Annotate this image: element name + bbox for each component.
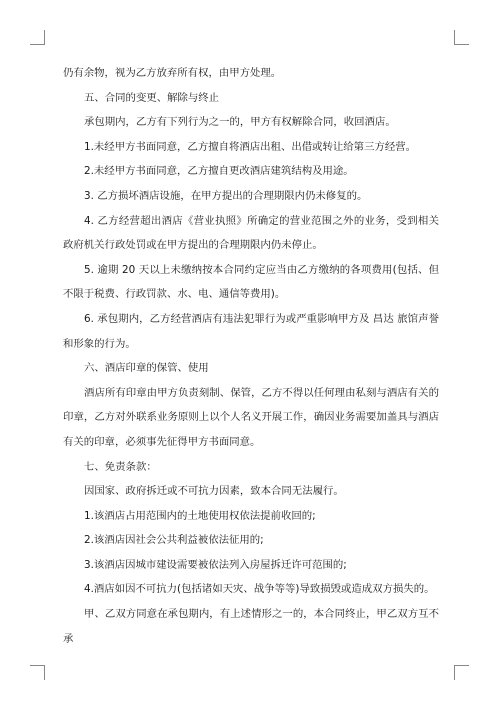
paragraph-continuation: 仍有余物，视为乙方放弃所有权，由甲方处理。 — [63, 67, 282, 79]
paragraph-exemption-intro: 因国家、政府拆迁或不可抗力因素，致本合同无法履行。 — [84, 485, 344, 498]
list-item-3: 3. 乙方损坏酒店设施，在甲方提出的合理期限内仍未修复的。 — [84, 189, 368, 202]
section-heading-5: 五、合同的变更、解除与终止 — [84, 91, 220, 104]
list-item-5: 5. 逾期 20 天以上未缴纳按本合同约定应当由乙方缴纳的各项费用(包括、但不限于税费、行政罚款、水、电、通信等费用)。 — [63, 263, 439, 301]
list-item-2: 2.未经甲方书面同意，乙方擅自更改酒店建筑结构及用途。 — [84, 165, 354, 178]
crop-mark-bottom-left — [30, 665, 45, 680]
exemption-item-3: 3.该酒店因城市建设需要被依法列入房屋拆迁许可范围的; — [84, 558, 347, 571]
crop-mark-top-left — [30, 30, 45, 45]
document-body — [63, 61, 439, 651]
paragraph-termination-clause: 甲、乙双方同意在承包期内，有上述情形之一的，本合同终止，甲乙双方互不承 — [63, 608, 439, 645]
crop-mark-top-right — [454, 30, 469, 45]
paragraph-seal-custody: 酒店所有印章由甲方负责刻制、保管，乙方不得以任何理由私刻与酒店有关的印章，乙方对外联系业务原则上以个人名义开展工作，确因业务需要加盖具与酒店有关的印章，必须事先征得甲方书面同意。 — [63, 386, 439, 448]
list-item-6: 6. 承包期内，乙方经营酒店有违法犯罪行为或严重影响甲方及 昌达 旅馆声誉和形象的行为。 — [63, 312, 439, 350]
list-item-4: 4. 乙方经营超出酒店《营业执照》所确定的营业范围之外的业务，受到相关政府机关行政处罚或在甲方提出的合理期限内仍未停止。 — [63, 214, 439, 252]
list-item-1: 1.未经甲方书面同意，乙方擅自将酒店出租、出借或转让给第三方经营。 — [84, 140, 417, 153]
section-heading-6: 六、酒店印章的保管、使用 — [84, 362, 209, 375]
exemption-item-4: 4.酒店如因不可抗力(包括诸如天灾、战争等等)导致损毁或造成双方损失的。 — [84, 583, 435, 596]
exemption-item-1: 1.该酒店占用范围内的土地使用权依法提前收回的; — [84, 509, 316, 522]
exemption-item-2: 2.该酒店因社会公共利益被依法征用的; — [84, 534, 264, 547]
paragraph-termination-intro: 承包期内，乙方有下列行为之一的，甲方有权解除合同，收回酒店。 — [84, 116, 396, 129]
section-heading-7: 七、免责条款： — [84, 460, 157, 473]
crop-mark-bottom-right — [454, 665, 469, 680]
